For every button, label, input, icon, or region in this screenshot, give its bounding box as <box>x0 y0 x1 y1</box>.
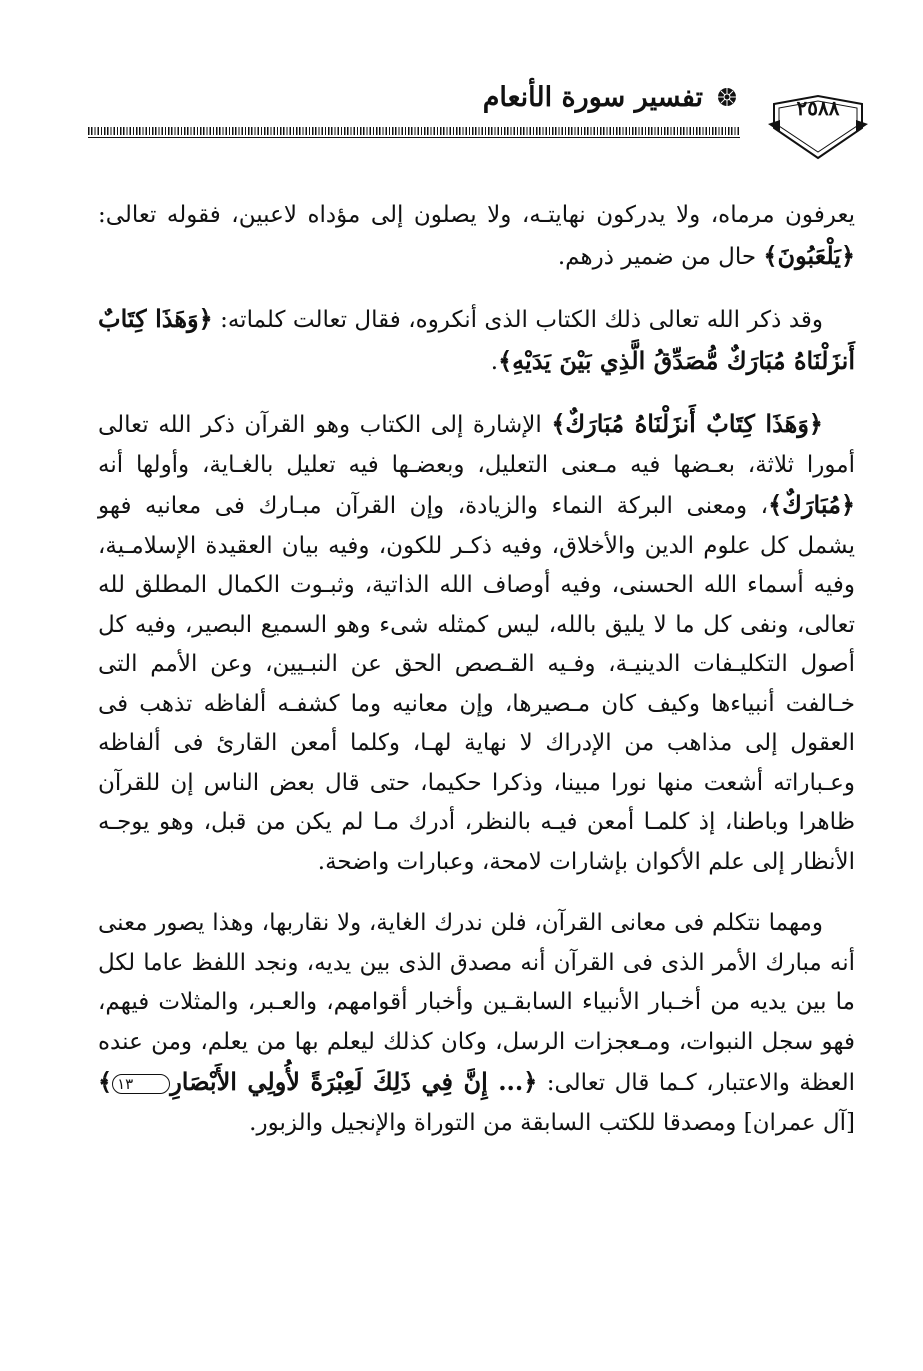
quran-quote: ﴿وَهَذَا كِتَابٌ أَنزَلْنَاهُ مُبَارَكٌ مُّصَدِّقُ الَّذِي بَيْنَ يَدَيْهِ﴾ <box>98 304 855 375</box>
quran-quote-close: ﴾ <box>98 1067 113 1096</box>
paragraph-text: يعرفون مرماه، ولا يدركون نهايتـه، ولا يصلون إلى مؤداه لاعبين، فقوله تعالى: <box>98 202 855 228</box>
paragraph <box>98 404 855 882</box>
paragraph-text: ، ومعنى البركة النماء والزيادة، وإن القرآن مبـارك فى معانيه فهو يشمل كل علوم الدين والأخلاق، وفيه ذكـر للكون، وفيه بيان العقيدة الإسلامـية، وفيه أسماء الله الحسنى، وفيه أوصاف الله الذاتية، وثبـوت الكمال المطلق لله تعالى، ونفى كل ما لا يليق بالله، ليس كمثله شىء وهو السميع البصير، وفيه كل أصول التكليـفات الدينيـة، وفـيه القـصص الحق عن النبـيين، وعن الأمم التى خـالفت أنبياءها وكيف كان مـصيرها، وإن معانيه وما كشفـه ألفاظه تذهب فى العقول إلى مذاهب من الإدراك لا نهاية لهـا، وكلما أمعن القارئ فى ألفاظه وعـباراته أشعت منها نورا مبينا، وذكرا حكيما، حتى قال بعض الناس إن للقرآن ظاهرا وباطنا، إذ كلمـا أمعن فيـه بالنظر، أدرك مـا لم يكن من قبل، وهو يوجـه الأنظار إلى علم الأكوان بإشارات لامحة، وعبارات واضحة. <box>98 493 855 875</box>
header-rule <box>88 127 740 135</box>
paragraph-text: وقد ذكر الله تعالى ذلك الكتاب الذى أنكروه، فقال تعالت كلماته: <box>212 307 823 333</box>
page-header <box>88 78 868 163</box>
running-title: تفسير سورة الأنعام <box>482 82 703 113</box>
header-rule-underline <box>88 137 740 138</box>
ornament-icon <box>716 86 738 108</box>
paragraph-text: ومهما نتكلم فى معانى القرآن، فلن ندرك الغاية، ولا نقاربها، وهذا يصور معنى أنه مبارك الأمر الذى فى القرآن أنه مصدق الذى بين يديه، ونجد اللفظ عاما لكل ما بين يديه من أخـبار الأنبياء السابقـين وأخبار أقوامهم، والعـبر، والمثلات فيهم، فهو سجل النبوات، ومـعجزات الرسل، وكان كذلك ليعلم بها من يعلم، ومن عنده العظة والاعتبار، كـما قال تعالى: <box>98 910 855 1096</box>
paragraph-text: [آل عمران] ومصدقا للكتب السابقة من التوراة والإنجيل والزبور. <box>249 1109 855 1136</box>
quran-quote: ﴿مُبَارَكٌ﴾ <box>768 490 855 519</box>
verse-number: ١٣ <box>112 1074 170 1094</box>
paragraph-text: حال من ضمير ذرهم. <box>557 243 764 270</box>
paragraph-text: . <box>490 348 499 375</box>
quran-quote: ﴿... إِنَّ فِي ذَلِكَ لَعِبْرَةً لأُولِي الأَبْصَارِ <box>170 1067 538 1096</box>
paragraph <box>98 299 855 382</box>
paragraph-text: الإشارة إلى الكتاب وهو القرآن ذكر الله تعالى أمورا ثلاثة، بعـضها فيه مـعنى التعليل، وبعضـها فيه تعليل بالغـاية، وأولها أنه <box>98 412 855 478</box>
quran-quote: ﴿وَهَذَا كِتَابٌ أَنزَلْنَاهُ مُبَارَكٌ﴾ <box>551 409 823 438</box>
body-text <box>98 196 855 1165</box>
quran-quote: ﴿يَلْعَبُونَ﴾ <box>763 240 855 270</box>
paragraph <box>98 904 855 1143</box>
page-number: ٢٥٨٨ <box>796 96 840 120</box>
paragraph <box>98 196 855 277</box>
